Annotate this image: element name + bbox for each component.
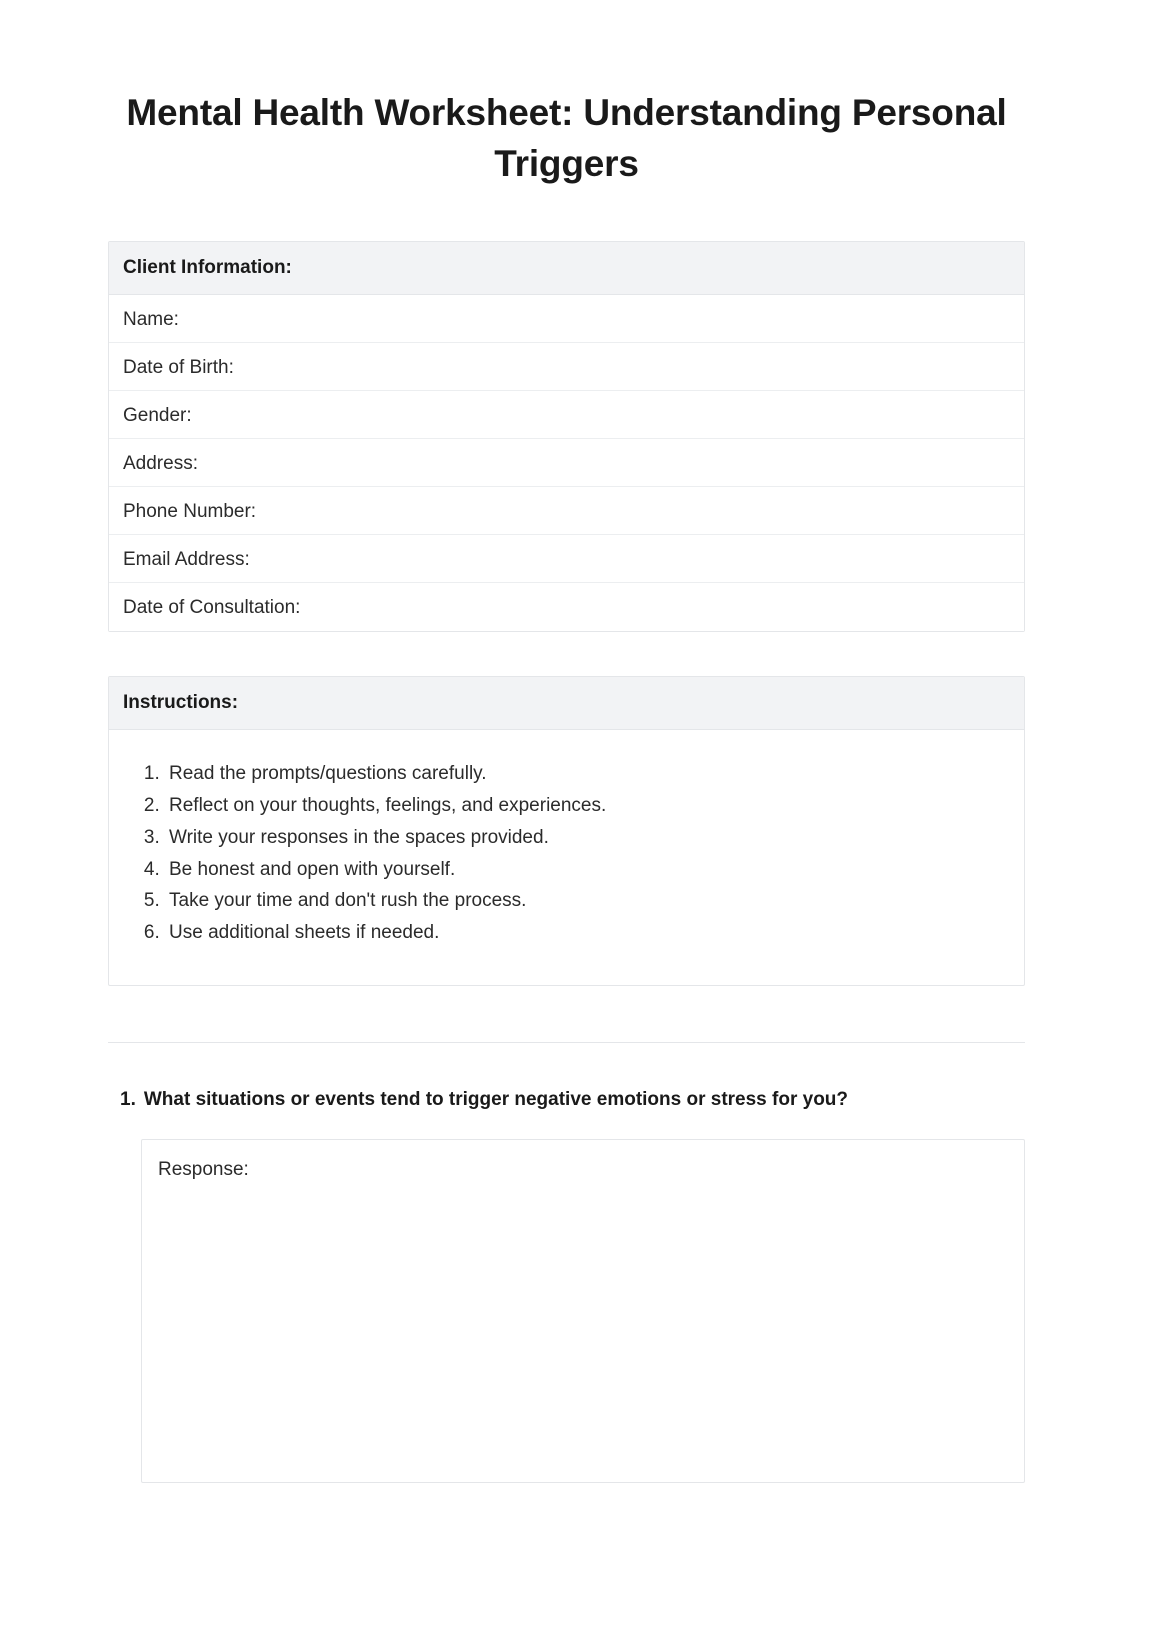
question-number: 1.	[120, 1089, 136, 1110]
list-item: 1. Read the prompts/questions carefully.	[165, 758, 1010, 790]
response-input-1[interactable]	[141, 1139, 1025, 1483]
table-row[interactable]	[109, 391, 1024, 439]
instruction-list	[123, 758, 1010, 949]
field-label-phone-number: Phone Number:	[123, 500, 257, 522]
instructions-body	[109, 730, 1024, 985]
page-title: Mental Health Worksheet: Understanding Personal Triggers	[126, 92, 1007, 184]
list-item: 4. Be honest and open with yourself.	[165, 854, 1010, 886]
list-item: 2. Reflect on your thoughts, feelings, and experiences.	[165, 790, 1010, 822]
table-row[interactable]	[109, 343, 1024, 391]
table-row[interactable]	[109, 295, 1024, 343]
table-row[interactable]	[109, 487, 1024, 535]
instructions-panel	[108, 676, 1025, 986]
field-label-date-of-birth: Date of Birth:	[123, 356, 234, 378]
field-label-gender: Gender:	[123, 404, 192, 426]
response-label: Response:	[158, 1158, 249, 1180]
question-block-1	[108, 1088, 1025, 1483]
table-row[interactable]	[109, 583, 1024, 631]
question-prompt: What situations or events tend to trigger negative emotions or stress for you?	[143, 1089, 849, 1110]
field-label-date-of-consultation: Date of Consultation:	[123, 596, 301, 618]
client-information-panel	[108, 241, 1025, 632]
list-item: 3. Write your responses in the spaces provided.	[165, 822, 1010, 854]
list-item: 6. Use additional sheets if needed.	[165, 917, 1010, 949]
table-row[interactable]	[109, 439, 1024, 487]
field-label-email-address: Email Address:	[123, 548, 250, 570]
document-content	[108, 0, 1025, 1180]
list-item: 5. Take your time and don't rush the process.	[165, 885, 1010, 917]
field-label-name: Name:	[123, 308, 179, 330]
section-divider	[108, 1042, 1025, 1043]
table-row[interactable]	[109, 535, 1024, 583]
client-information-header: Client Information:	[109, 242, 1024, 295]
instructions-header: Instructions:	[109, 677, 1024, 730]
question-heading	[108, 1088, 1025, 1113]
field-label-address: Address:	[123, 452, 198, 474]
